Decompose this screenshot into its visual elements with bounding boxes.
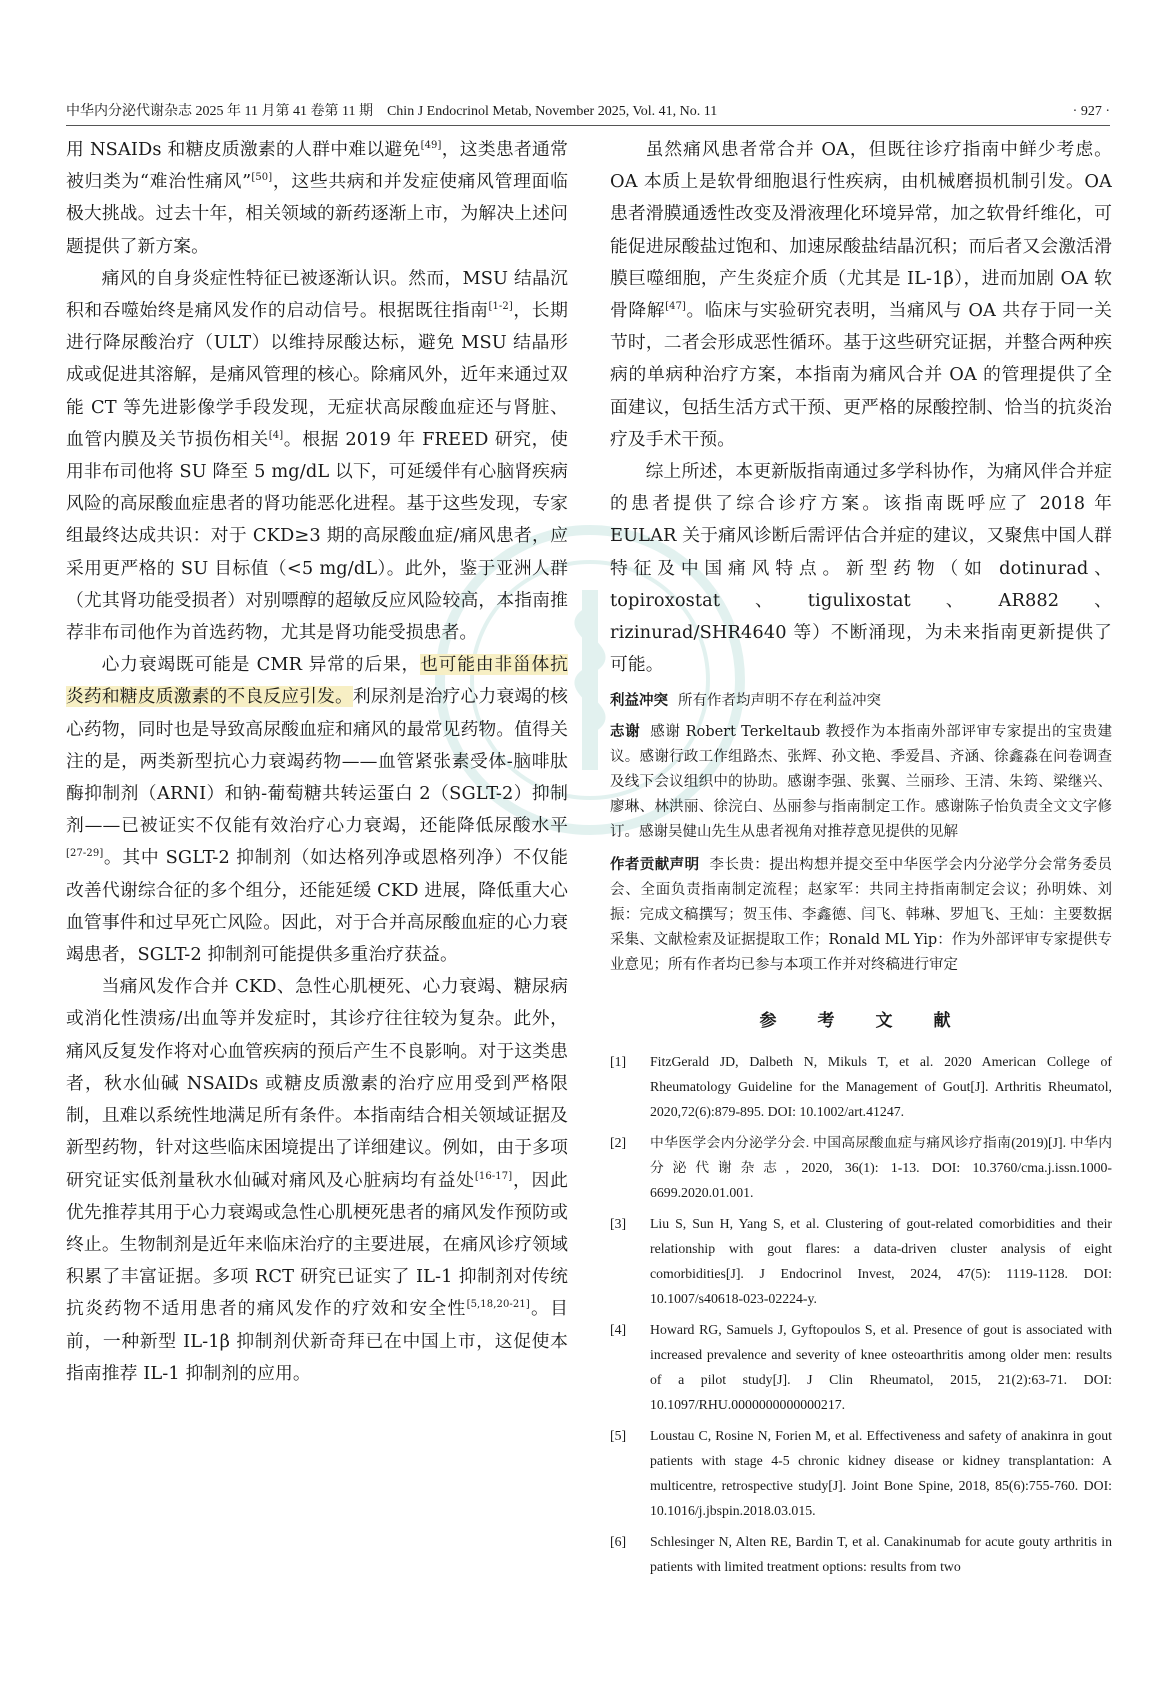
highlighted-text: 也可能由非甾体抗炎药和糖皮质激素的不良反应引发。 xyxy=(66,654,568,708)
running-header xyxy=(66,101,1110,126)
reference-number: [3] xyxy=(610,1216,627,1232)
reference-number: [1] xyxy=(610,1054,627,1070)
journal-citation: 中华内分泌代谢杂志 2025 年 11 月第 41 卷第 11 期 Chin J Endocrinol Metab, November 2025, Vol. 41, No. 11 xyxy=(66,104,718,119)
reference-item xyxy=(610,1049,1112,1124)
reference-text: 中华医学会内分泌学分会. 中国高尿酸血症与痛风诊疗指南(2019)[J]. 中华内分泌代谢杂志, 2020, 36(1): 1-13. DOI: 10.3760/cma.j.issn.1000-6699.2020.01.001. xyxy=(650,1135,1112,1201)
reference-item xyxy=(610,1423,1112,1523)
reference-number: [4] xyxy=(610,1322,627,1338)
body-paragraph: 综上所述，本更新版指南通过多学科协作，为痛风伴合并症的患者提供了综合诊疗方案。该指南既呼应了 2018 年 EULAR 关于痛风诊断后需评估合并症的建议，又聚焦中国人群特征及中国痛风特点。新型药物（如 dotinurad、topiroxostat、tigulixostat、AR882、rizinurad/SHR4640 等）不断涌现，为未来指南更新提供了可能。 xyxy=(610,461,1112,676)
right-column xyxy=(610,134,1112,1585)
body-paragraph: 痛风的自身炎症性特征已被逐渐认识。然而，MSU 结晶沉积和吞噬始终是痛风发作的启动信号。根据既往指南[1-2]，长期进行降尿酸治疗（ULT）以维持尿酸达标，避免 MSU 结晶形成或促进其溶解，是痛风管理的核心。除痛风外，近年来通过双能 CT 等先进影像学手段发现，无症状高尿酸血症还与肾脏、血管内膜及关节损伤相关[4]。根据 2019 年 FREED 研究，使用非布司他将 SU 降至 5 mg/dL 以下，可延缓伴有心脑肾疾病风险的高尿酸血症患者的肾功能恶化进程。基于这些发现，专家组最终达成共识：对于 CKD≥3 期的高尿酸血症/痛风患者，应采用更严格的 SU 目标值（<5 mg/dL）。此外，鉴于亚洲人群（尤其肾功能受损者）对别嘌醇的超敏反应风险较高，本指南推荐非布司他作为首选药物，尤其是肾功能受损患者。 xyxy=(66,267,568,644)
reference-item xyxy=(610,1211,1112,1311)
reference-text: Schlesinger N, Alten RE, Bardin T, et al. Canakinumab for acute gouty arthritis in patients with limited treatment options: results from two xyxy=(650,1534,1112,1575)
reference-item xyxy=(610,1529,1112,1579)
reference-number: [5] xyxy=(610,1428,627,1444)
body-paragraph: 虽然痛风患者常合并 OA，但既往诊疗指南中鲜少考虑。OA 本质上是软骨细胞退行性疾病，由机械磨损机制引发。OA 患者滑膜通透性改变及滑液理化环境异常，加之软骨纤维化，可能促进尿酸盐过饱和、加速尿酸盐结晶沉积；而后者又会激活滑膜巨噬细胞，产生炎症介质（尤其是 IL-1β），进而加剧 OA 软骨降解[47]。临床与实验研究表明，当痛风与 OA 共存于同一关节时，二者会形成恶性循环。基于这些研究证据，并整合两种疾病的单病种治疗方案，本指南为痛风合并 OA 的管理提供了全面建议，包括生活方式干预、更严格的尿酸控制、恰当的抗炎治疗及手术干预。 xyxy=(610,139,1112,450)
conflict-statement: 利益冲突 所有作者均声明不存在利益冲突 xyxy=(610,693,881,710)
body-paragraph: 当痛风发作合并 CKD、急性心肌梗死、心力衰竭、糖尿病或消化性溃疡/出血等并发症时，其诊疗往往较为复杂。此外，痛风反复发作将对心血管疾病的预后产生不良影响。对于这类患者，秋水仙碱 NSAIDs 或糖皮质激素的治疗应用受到严格限制，且难以系统性地满足所有条件。本指南结合相关领域证据及新型药物，针对这些临床困境提出了详细建议。例如，由于多项研究证实低剂量秋水仙碱对痛风及心脏病均有益处[16-17]，因此优先推荐其用于心力衰竭或急性心肌梗死患者的痛风发作预防或终止。生物制剂是近年来临床治疗的主要进展，在痛风诊疗领域积累了丰富证据。多项 RCT 研究已证实了 IL-1 抑制剂对传统抗炎药物不适用患者的痛风发作的疗效和安全性[5,18,20-21]。目前，一种新型 IL-1β 抑制剂伏新奇拜已在中国上市，这促使本指南推荐 IL-1 抑制剂的应用。 xyxy=(66,976,568,1384)
reference-number: [2] xyxy=(610,1135,627,1151)
reference-number: [6] xyxy=(610,1534,627,1550)
reference-item xyxy=(610,1130,1112,1205)
author-contribution: 作者贡献声明 李长贵：提出构想并提交至中华医学会内分泌学分会常务委员会、全面负责指南制定流程；赵家军：共同主持指南制定会议；孙明姝、刘振：完成文稿撰写；贺玉伟、李鑫德、闫飞、韩琳、罗旭飞、王灿：主要数据采集、文献检索及证据提取工作；Ronald ML Yip：作为外部评审专家提供专业意见；所有作者均已参与本项工作并对终稿进行审定 xyxy=(610,857,1112,974)
body-paragraph: 心力衰竭既可能是 CMR 异常的后果，也可能由非甾体抗炎药和糖皮质激素的不良反应引发。利尿剂是治疗心力衰竭的核心药物，同时也是导致高尿酸血症和痛风的最常见药物。值得关注的是，两类新型抗心力衰竭药物——血管紧张素受体-脑啡肽酶抑制剂（ARNI）和钠-葡萄糖共转运蛋白 2（SGLT-2）抑制剂——已被证实不仅能有效治疗心力衰竭，还能降低尿酸水平[27-29]。其中 SGLT-2 抑制剂（如达格列净或恩格列净）不仅能改善代谢综合征的多个组分，还能延缓 CKD 进展，降低重大心血管事件和过早死亡风险。因此，对于合并高尿酸血症的心力衰竭患者，SGLT-2 抑制剂可能提供多重治疗获益。 xyxy=(66,654,569,966)
reference-text: Howard RG, Samuels J, Gyftopoulos S, et al. Presence of gout is associated with increased prevalence and severity of knee osteoarthritis among older men: results of a pilot study[J]. J Clin Rheumatol, 2015, 21(2):63-71. DOI: 10.1097/RHU.0000000000000217. xyxy=(650,1322,1112,1413)
reference-text: Loustau C, Rosine N, Forien M, et al. Effectiveness and safety of anakinra in gout patients with stage 4-5 chronic kidney disease or kidney transplantation: A multicentre, retrospective study[J]. Joint Bone Spine, 2018, 85(6):755-760. DOI: 10.1016/j.jbspin.2018.03.015. xyxy=(650,1428,1112,1519)
reference-item xyxy=(610,1317,1112,1417)
acknowledgement: 志谢 感谢 Robert Terkeltaub 教授作为本指南外部评审专家提出的宝贵建议。感谢行政工作组路杰、张辉、孙文艳、季爱昌、齐涵、徐鑫淼在问卷调查及线下会议组织中的协助。感谢李强、张翼、兰丽珍、王清、朱筠、梁继兴、廖琳、林洪丽、徐浣白、丛丽参与指南制定工作。感谢陈子怡负责全文文字修订。感谢吴健山先生从患者视角对推荐意见提供的见解 xyxy=(610,724,1113,841)
reference-text: FitzGerald JD, Dalbeth N, Mikuls T, et al. 2020 American College of Rheumatology Guideline for the Management of Gout[J]. Arthritis Rheumatol, 2020,72(6):879-895. DOI: 10.1002/art.41247. xyxy=(650,1054,1112,1120)
body-paragraph: 用 NSAIDs 和糖皮质激素的人群中难以避免[49]，这类患者通常被归类为“难治性痛风”[50]，这些共病和并发症使痛风管理面临极大挑战。过去十年，相关领域的新药逐渐上市，为解决上述问题提供了新方案。 xyxy=(66,139,569,257)
page-number: · 927 · xyxy=(1072,104,1110,119)
left-column xyxy=(66,134,568,1390)
reference-text: Liu S, Sun H, Yang S, et al. Clustering of gout-related comorbidities and their relationship with gout flares: a data-driven cluster analysis of eight comorbidities[J]. J Endocrinol Invest, 2024, 47(5): 1119-1128. DOI: 10.1007/s40618-023-02224-y. xyxy=(650,1216,1112,1307)
reference-list xyxy=(610,1049,1112,1579)
references-heading: 参 考 文 献 xyxy=(759,1011,963,1032)
